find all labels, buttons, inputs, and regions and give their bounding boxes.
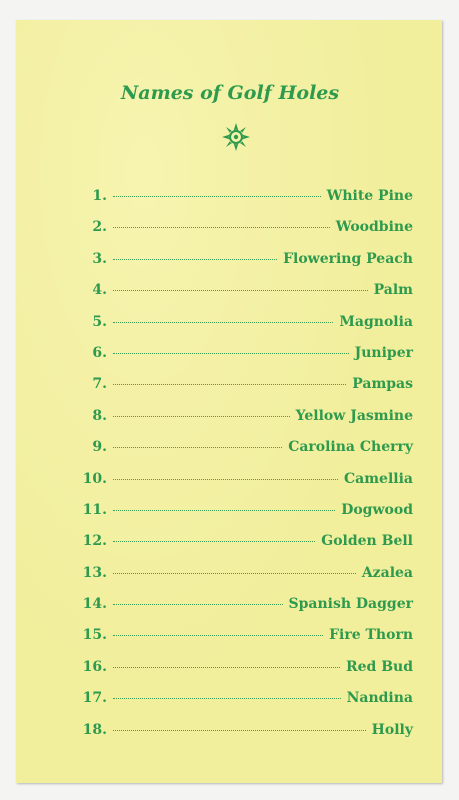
hole-name: Carolina Cherry: [288, 439, 413, 456]
hole-row: [73, 188, 413, 219]
hole-row: [73, 408, 413, 439]
hole-row: [73, 345, 413, 376]
dotted-leader: [113, 510, 335, 511]
hole-row: [73, 471, 413, 502]
dotted-leader: [113, 322, 333, 323]
hole-name: Golden Bell: [321, 533, 413, 550]
hole-row: [73, 596, 413, 627]
dotted-leader: [113, 541, 315, 542]
dotted-leader: [113, 698, 341, 699]
hole-name: Palm: [373, 282, 413, 299]
hole-number: 14.: [82, 596, 107, 613]
dotted-leader: [113, 290, 368, 291]
hole-number: 6.: [92, 344, 107, 361]
hole-number: 9.: [92, 439, 107, 456]
dotted-leader: [113, 353, 349, 354]
hole-number: 15.: [82, 627, 107, 644]
hole-name: Camellia: [344, 470, 413, 487]
hole-number: 12.: [82, 533, 107, 550]
hole-name: Pampas: [352, 376, 413, 393]
hole-name: Azalea: [361, 564, 413, 581]
dotted-leader: [113, 227, 330, 228]
hole-name: Spanish Dagger: [288, 596, 413, 613]
hole-number: 1.: [92, 188, 107, 204]
hole-number: 4.: [92, 282, 107, 299]
hole-name: Yellow Jasmine: [295, 407, 413, 424]
hole-row: [73, 376, 413, 407]
hole-number: 5.: [92, 313, 107, 330]
hole-row: [73, 282, 413, 313]
hole-row: [73, 722, 413, 753]
dotted-leader: [113, 447, 282, 448]
hole-name: Holly: [371, 721, 413, 738]
hole-row: [73, 565, 413, 596]
hole-name: Magnolia: [339, 313, 413, 330]
hole-row: [73, 314, 413, 345]
hole-row: [73, 533, 413, 564]
hole-name: Woodbine: [335, 219, 413, 236]
hole-name: Nandina: [346, 690, 413, 707]
hole-row: [73, 219, 413, 250]
hole-row: [73, 439, 413, 470]
dotted-leader: [113, 667, 340, 668]
dotted-leader: [113, 384, 346, 385]
hole-number: 18.: [82, 721, 107, 738]
card-title: Names of Golf Holes: [120, 82, 340, 104]
hole-number: 2.: [92, 219, 107, 236]
flower-ornament-icon: [219, 120, 253, 154]
dotted-leader: [113, 635, 323, 636]
hole-row: [73, 627, 413, 658]
dotted-leader: [113, 416, 290, 417]
hole-number: 7.: [92, 376, 107, 393]
dotted-leader: [113, 259, 277, 260]
hole-name: Juniper: [354, 344, 413, 361]
hole-name: White Pine: [326, 188, 413, 204]
hole-number: 17.: [82, 690, 107, 707]
holes-list: [73, 188, 413, 753]
dotted-leader: [113, 479, 338, 480]
hole-name: Fire Thorn: [329, 627, 413, 644]
dotted-leader: [113, 196, 321, 197]
hole-row: [73, 251, 413, 282]
hole-number: 13.: [82, 564, 107, 581]
hole-number: 11.: [82, 501, 107, 518]
hole-row: [73, 659, 413, 690]
hole-number: 10.: [82, 470, 107, 487]
hole-number: 8.: [92, 407, 107, 424]
hole-number: 16.: [82, 658, 107, 675]
hole-number: 3.: [92, 250, 107, 267]
hole-name: Red Bud: [345, 658, 413, 675]
hole-name: Flowering Peach: [283, 250, 413, 267]
dotted-leader: [113, 573, 356, 574]
dotted-leader: [113, 604, 283, 605]
hole-name: Dogwood: [341, 501, 413, 518]
dotted-leader: [113, 730, 366, 731]
hole-row: [73, 690, 413, 721]
hole-row: [73, 502, 413, 533]
scorecard: [16, 20, 442, 783]
